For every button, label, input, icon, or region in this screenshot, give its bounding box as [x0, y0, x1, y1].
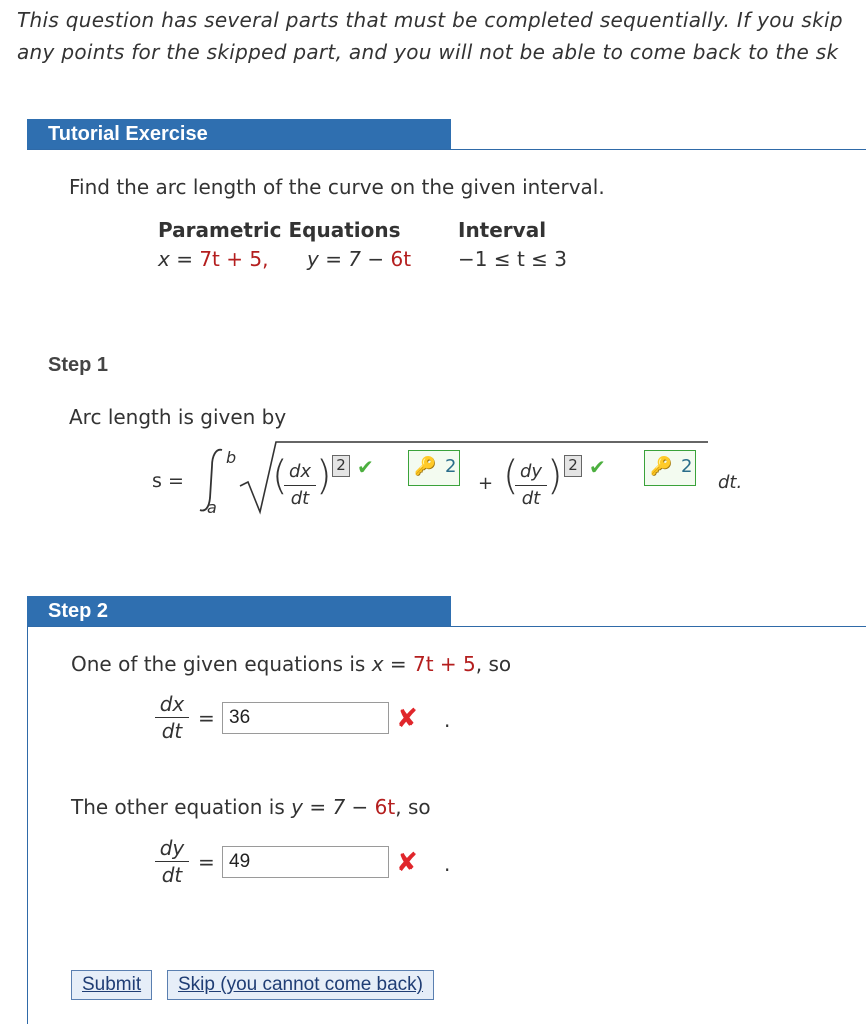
dy-numerator: dy	[515, 459, 547, 486]
dt-suffix: dt.	[718, 472, 743, 493]
step2-left-border	[27, 626, 28, 1024]
key-icon-2: 🔑	[650, 456, 673, 477]
dx-dt-fraction-step2	[155, 691, 189, 744]
equals-sign-2: =	[198, 850, 215, 874]
paren-close-1: )	[316, 453, 332, 499]
line2-val: 6t	[374, 795, 396, 819]
paren-close-2: )	[547, 453, 563, 499]
parametric-heading: Parametric Equations	[158, 218, 401, 242]
tutorial-divider	[27, 149, 866, 150]
equals-sign-1: =	[198, 706, 215, 730]
dx-numerator: dx	[284, 459, 316, 486]
dy-dt-fraction-step2	[155, 835, 189, 888]
interval-value: −1 ≤ t ≤ 3	[458, 247, 567, 271]
step1-label: Step 1	[48, 354, 109, 376]
check-icon-1: ✔	[357, 455, 374, 479]
integral-upper-limit: b	[226, 448, 237, 467]
tutorial-header: Tutorial Exercise	[27, 119, 451, 149]
line2-post: , so	[395, 795, 431, 819]
dx-dt-fraction	[284, 459, 316, 512]
step2-header: Step 2	[27, 596, 451, 626]
y-eq-rhs: 6t	[390, 247, 412, 271]
line2-var: y = 7 −	[291, 795, 375, 819]
dt-denominator-step2: dt	[161, 719, 183, 743]
plus-sign: +	[478, 473, 494, 494]
dydt-answer-input[interactable]: 49	[222, 846, 389, 878]
step2-line1	[71, 652, 511, 676]
incorrect-x-icon-1: ✘	[396, 704, 418, 734]
dt-denominator-step2b: dt	[161, 863, 183, 887]
submit-button[interactable]: Submit	[71, 970, 152, 1000]
key-hint-box-1[interactable]	[408, 450, 460, 486]
paren-open-2: (	[503, 453, 519, 499]
check-icon-2: ✔	[589, 455, 606, 479]
power-box-1[interactable]: 2	[332, 455, 350, 477]
step2-divider	[27, 626, 866, 627]
step2-line2	[71, 795, 431, 819]
interval-heading: Interval	[458, 218, 547, 242]
y-eq-lhs: y = 7 −	[307, 247, 391, 271]
skip-button[interactable]: Skip (you cannot come back)	[167, 970, 434, 1000]
incorrect-x-icon-2: ✘	[396, 848, 418, 878]
line1-val: 7t + 5	[413, 652, 476, 676]
sequential-notice	[17, 4, 866, 68]
key-value-2: 2	[681, 456, 693, 477]
dx-numerator-step2: dx	[155, 691, 189, 718]
dt-denominator: dt	[290, 488, 310, 509]
period-2: .	[444, 852, 451, 876]
tutorial-prompt: Find the arc length of the curve on the given interval.	[69, 175, 605, 199]
line2-pre: The other equation is	[71, 795, 292, 819]
x-eq-rhs: 7t + 5,	[199, 247, 269, 271]
line1-var: x =	[371, 652, 413, 676]
dt-denominator-2: dt	[521, 488, 541, 509]
key-hint-box-2[interactable]	[644, 450, 696, 486]
s-equals: s =	[152, 470, 184, 492]
x-equation	[158, 247, 268, 271]
notice-line-2: any points for the skipped part, and you will not be able to come back to the sk	[17, 40, 839, 64]
integral-lower-limit: a	[207, 498, 217, 517]
key-icon-1: 🔑	[414, 456, 437, 477]
key-value-1: 2	[445, 456, 457, 477]
line1-post: , so	[475, 652, 512, 676]
y-equation	[307, 247, 411, 271]
x-eq-lhs: x =	[158, 247, 200, 271]
line1-pre: One of the given equations is	[71, 652, 372, 676]
paren-open-1: (	[272, 453, 288, 499]
dxdt-answer-input[interactable]: 36	[222, 702, 389, 734]
notice-line-1: This question has several parts that must be completed sequentially. If you skip	[17, 8, 843, 32]
step1-intro: Arc length is given by	[69, 405, 287, 429]
period-1: .	[444, 708, 451, 732]
dy-dt-fraction	[515, 459, 547, 512]
dy-numerator-step2: dy	[155, 835, 189, 862]
power-box-2[interactable]: 2	[564, 455, 582, 477]
